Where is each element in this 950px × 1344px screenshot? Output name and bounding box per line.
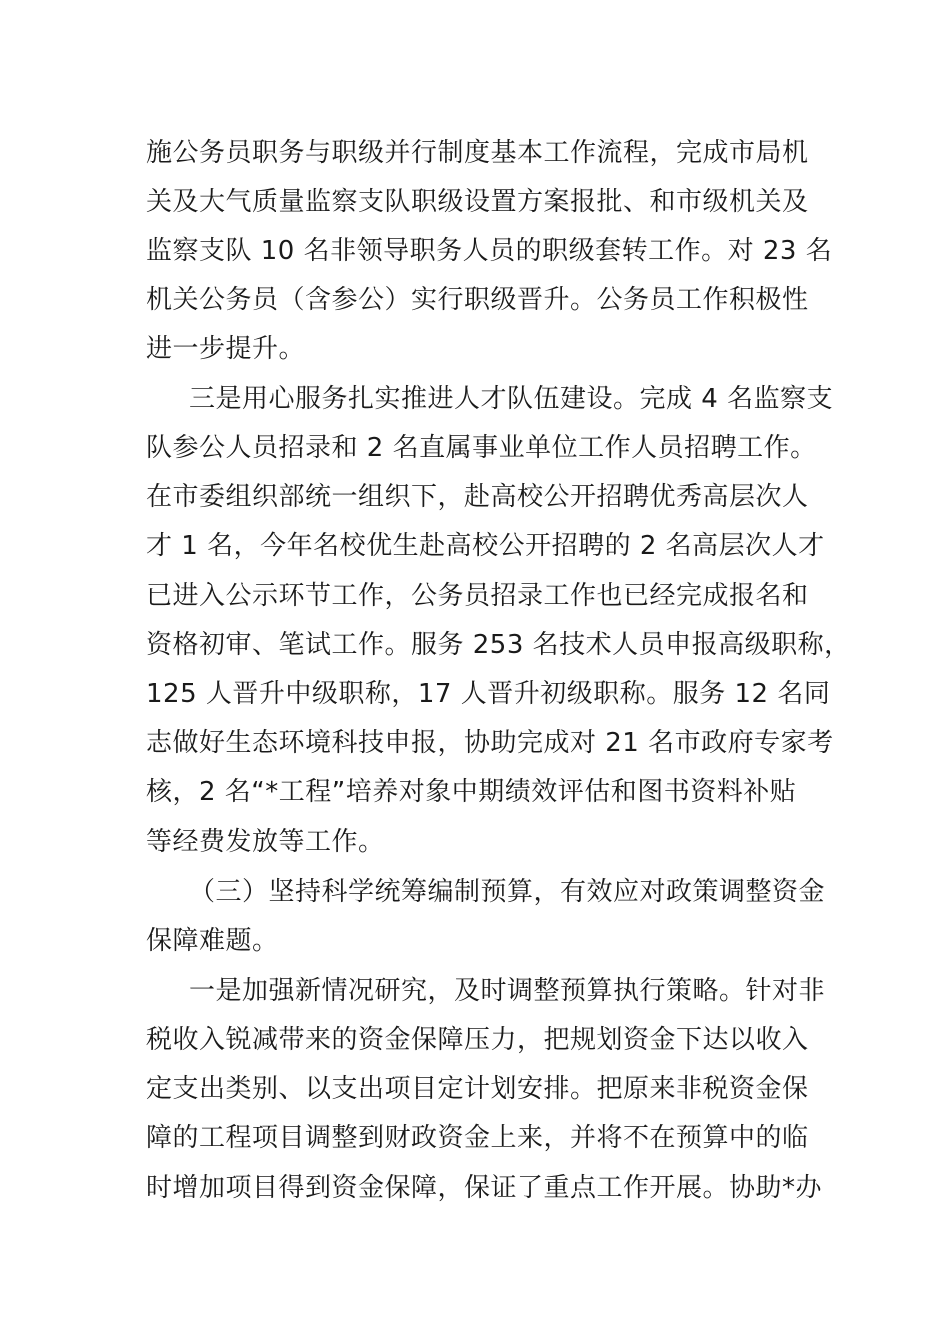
text-line: 队参公人员招录和 2 名直属事业单位工作人员招聘工作。 [146, 433, 817, 463]
text-line: 进一步提升。 [146, 334, 306, 364]
text-line: 障的工程项目调整到财政资金上来，并将不在预算中的临 [146, 1123, 809, 1153]
text-line: 时增加项目得到资金保障，保证了重点工作开展。协助*办 [146, 1173, 823, 1203]
text-line: 定支出类别、以支出项目定计划安排。把原来非税资金保 [146, 1074, 809, 1104]
text-line: 志做好生态环境科技申报，协助完成对 21 名市政府专家考 [146, 728, 834, 758]
section-heading: （三）坚持科学统筹编制预算，有效应对政策调整资金 [189, 877, 826, 907]
text-line: 等经费发放等工作。 [146, 827, 385, 857]
text-line: 才 1 名，今年名校优生赴高校公开招聘的 2 名高层次人才 [146, 531, 825, 561]
text-line: 一是加强新情况研究，及时调整预算执行策略。针对非 [189, 976, 826, 1006]
text-line: 施公务员职务与职级并行制度基本工作流程，完成市局机 [146, 138, 809, 168]
text-line: 关及大气质量监察支队职级设置方案报批、和市级机关及 [146, 187, 809, 217]
text-line: 核，2 名“*工程”培养对象中期绩效评估和图书资料补贴 [146, 777, 797, 807]
text-line: 三是用心服务扎实推进人才队伍建设。完成 4 名监察支 [189, 384, 834, 414]
text-line: 在市委组织部统一组织下，赴高校公开招聘优秀高层次人 [146, 482, 809, 512]
section-heading-cont: 保障难题。 [146, 926, 279, 956]
text-line: 机关公务员（含参公）实行职级晋升。公务员工作积极性 [146, 285, 809, 315]
text-line: 监察支队 10 名非领导职务人员的职级套转工作。对 23 名 [146, 236, 833, 266]
text-line: 125 人晋升中级职称，17 人晋升初级职称。服务 12 名同 [146, 679, 831, 709]
text-line: 资格初审、笔试工作。服务 253 名技术人员申报高级职称， [146, 630, 851, 660]
text-line: 税收入锐减带来的资金保障压力，把规划资金下达以收入 [146, 1025, 809, 1055]
text-line: 已进入公示环节工作，公务员招录工作也已经完成报名和 [146, 581, 809, 611]
